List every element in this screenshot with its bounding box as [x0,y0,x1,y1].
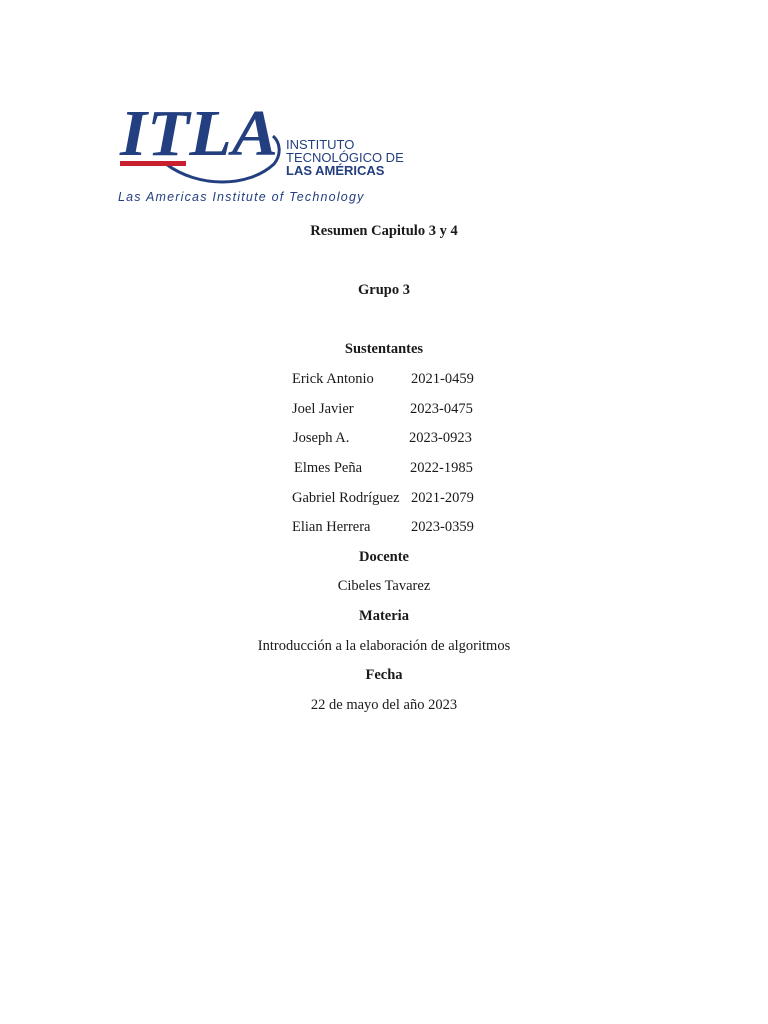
materia-name: Introducción a la elaboración de algoritmos [257,638,511,654]
logo-wordmark: ITLA [118,97,279,170]
member-name: Gabriel Rodríguez [292,490,400,506]
member-id: 2023-0359 [411,519,474,535]
materia-heading: Materia [359,608,409,624]
member-name: Joel Javier [292,401,354,417]
group-label: Grupo 3 [358,282,410,298]
fecha-value: 22 de mayo del año 2023 [310,697,458,713]
itla-logo [108,92,404,208]
member-name: Elmes Peña [294,460,363,476]
member-id: 2022-1985 [410,460,473,476]
fecha-heading: Fecha [365,667,403,683]
docente-heading: Docente [359,549,409,565]
member-id: 2023-0475 [410,401,473,417]
members-heading: Sustentantes [344,341,424,357]
member-id: 2023-0923 [409,430,472,446]
document-title: Resumen Capitulo 3 y 4 [310,223,458,239]
itla-logo-graphic [108,92,404,208]
logo-name-line-3: LAS AMÉRICAS [286,163,385,178]
member-id: 2021-2079 [411,490,474,506]
member-name: Joseph A. [293,430,350,446]
logo-tagline: Las Americas Institute of Technology [118,190,365,204]
logo-name-line-2: TECNOLÓGICO DE [286,150,404,165]
member-name: Elian Herrera [292,519,371,535]
member-name: Erick Antonio [292,371,374,387]
logo-name-line-1: INSTITUTO [286,137,355,152]
member-id: 2021-0459 [411,371,474,387]
docente-name: Cibeles Tavarez [337,578,431,594]
